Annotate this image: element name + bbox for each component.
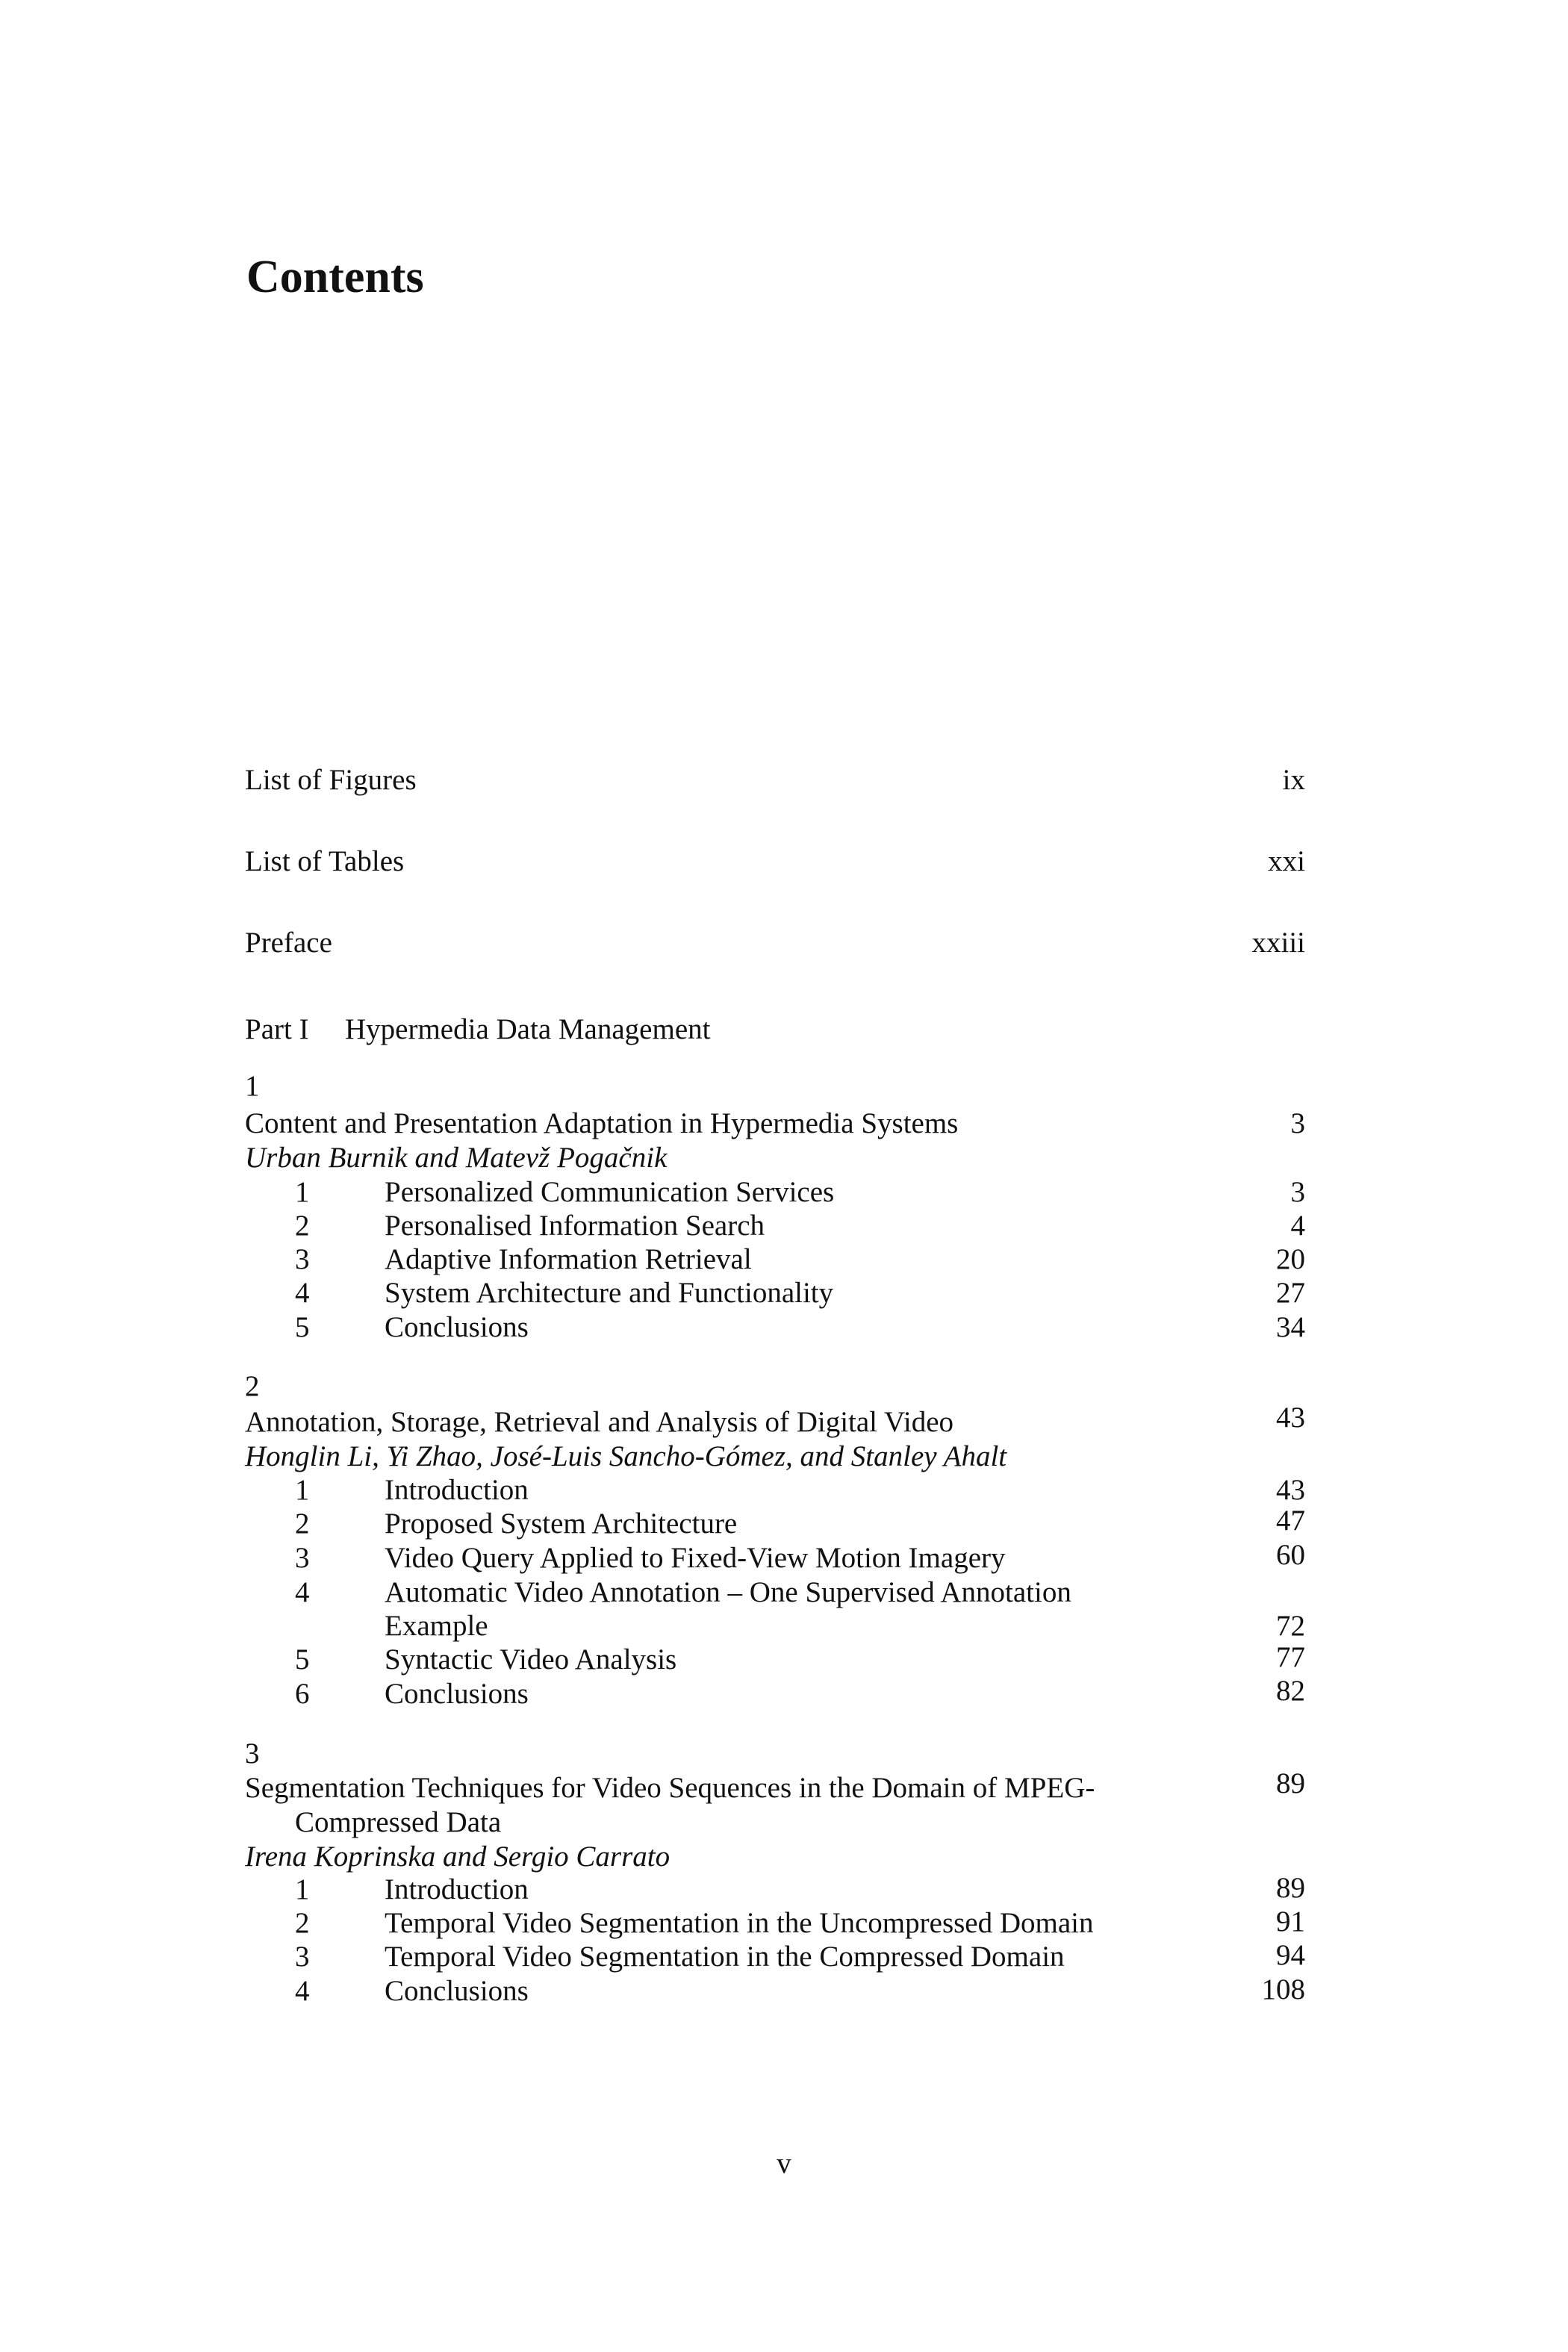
section-number: 1 (295, 1873, 310, 1905)
chapter-title[interactable]: Segmentation Techniques for Video Sequences in the Domain of MPEG- (245, 1772, 1095, 1804)
section-title[interactable]: Temporal Video Segmentation in the Uncompressed Domain (385, 1907, 1094, 1939)
section-title[interactable]: Personalised Information Search (385, 1210, 765, 1242)
section-page: 72 (1276, 1610, 1305, 1642)
chapter-number: 2 (245, 1370, 260, 1402)
section-number: 1 (295, 1474, 310, 1506)
toc-entry-title[interactable]: Preface (245, 927, 332, 959)
section-title[interactable]: Personalized Communication Services (385, 1176, 835, 1208)
section-number: 4 (295, 1277, 310, 1309)
section-title[interactable]: Adaptive Information Retrieval (385, 1243, 752, 1275)
section-title[interactable]: Introduction (385, 1474, 529, 1506)
section-number: 6 (295, 1678, 310, 1710)
page-title: Contents (246, 252, 424, 302)
section-title[interactable]: Introduction (385, 1873, 529, 1905)
chapter-number: 3 (245, 1737, 260, 1770)
section-title[interactable]: Conclusions (385, 1311, 529, 1343)
toc-entry-title[interactable]: List of Tables (245, 845, 405, 877)
section-page: 91 (1276, 1905, 1305, 1938)
chapter-title[interactable]: Annotation, Storage, Retrieval and Analysis of Digital Video (245, 1406, 954, 1438)
section-number: 1 (295, 1176, 310, 1208)
section-page: 94 (1276, 1939, 1305, 1971)
section-number: 2 (295, 1210, 310, 1242)
section-title[interactable]: Proposed System Architecture (385, 1508, 738, 1540)
section-number: 3 (295, 1542, 310, 1574)
section-number: 4 (295, 1975, 310, 2007)
section-page: 77 (1276, 1641, 1305, 1673)
part-title[interactable]: Hypermedia Data Management (345, 1013, 711, 1045)
section-title[interactable]: Conclusions (385, 1678, 529, 1710)
section-page: 3 (1290, 1176, 1305, 1208)
section-number: 5 (295, 1311, 310, 1343)
section-title-continuation[interactable]: Example (385, 1610, 488, 1642)
chapter-page: 89 (1276, 1767, 1305, 1799)
section-title[interactable]: Syntactic Video Analysis (385, 1643, 677, 1676)
toc-entry-title[interactable]: List of Figures (245, 764, 417, 796)
section-page: 34 (1276, 1311, 1305, 1343)
chapter-authors: Honglin Li, Yi Zhao, José-Luis Sancho-Gómez, and Stanley Ahalt (245, 1440, 1007, 1472)
chapter-title-continuation[interactable]: Compressed Data (295, 1806, 502, 1838)
section-page: 4 (1290, 1210, 1305, 1242)
section-number: 2 (295, 1508, 310, 1540)
section-title[interactable]: Conclusions (385, 1975, 529, 2007)
chapter-authors: Urban Burnik and Matevž Pogačnik (245, 1142, 668, 1174)
section-title[interactable]: Automatic Video Annotation – One Supervised Annotation (385, 1576, 1071, 1608)
section-page: 60 (1276, 1539, 1305, 1571)
chapter-page: 3 (1290, 1107, 1305, 1139)
section-page: 27 (1276, 1277, 1305, 1309)
chapter-number: 1 (245, 1070, 260, 1102)
section-number: 2 (295, 1907, 310, 1939)
chapter-authors: Irena Koprinska and Sergio Carrato (245, 1841, 671, 1873)
page-number-footer: v (777, 2147, 791, 2180)
part-label: Part I (245, 1013, 309, 1045)
section-number: 5 (295, 1643, 310, 1676)
section-title[interactable]: Temporal Video Segmentation in the Compressed Domain (385, 1941, 1065, 1973)
chapter-title[interactable]: Content and Presentation Adaptation in Hypermedia Systems (245, 1107, 959, 1139)
section-number: 3 (295, 1941, 310, 1973)
section-page: 20 (1276, 1243, 1305, 1275)
section-page: 43 (1276, 1474, 1305, 1506)
section-page: 47 (1276, 1505, 1305, 1537)
toc-entry-page: xxi (1268, 845, 1305, 877)
section-page: 89 (1276, 1872, 1305, 1904)
toc-entry-page: xxiii (1251, 927, 1305, 959)
toc-entry-page: ix (1282, 764, 1305, 796)
section-title[interactable]: System Architecture and Functionality (385, 1277, 834, 1309)
section-title[interactable]: Video Query Applied to Fixed-View Motion Imagery (385, 1542, 1006, 1574)
section-page: 82 (1276, 1675, 1305, 1707)
section-number: 4 (295, 1576, 310, 1608)
section-page: 108 (1261, 1973, 1305, 2006)
chapter-page: 43 (1276, 1401, 1305, 1434)
section-number: 3 (295, 1243, 310, 1275)
